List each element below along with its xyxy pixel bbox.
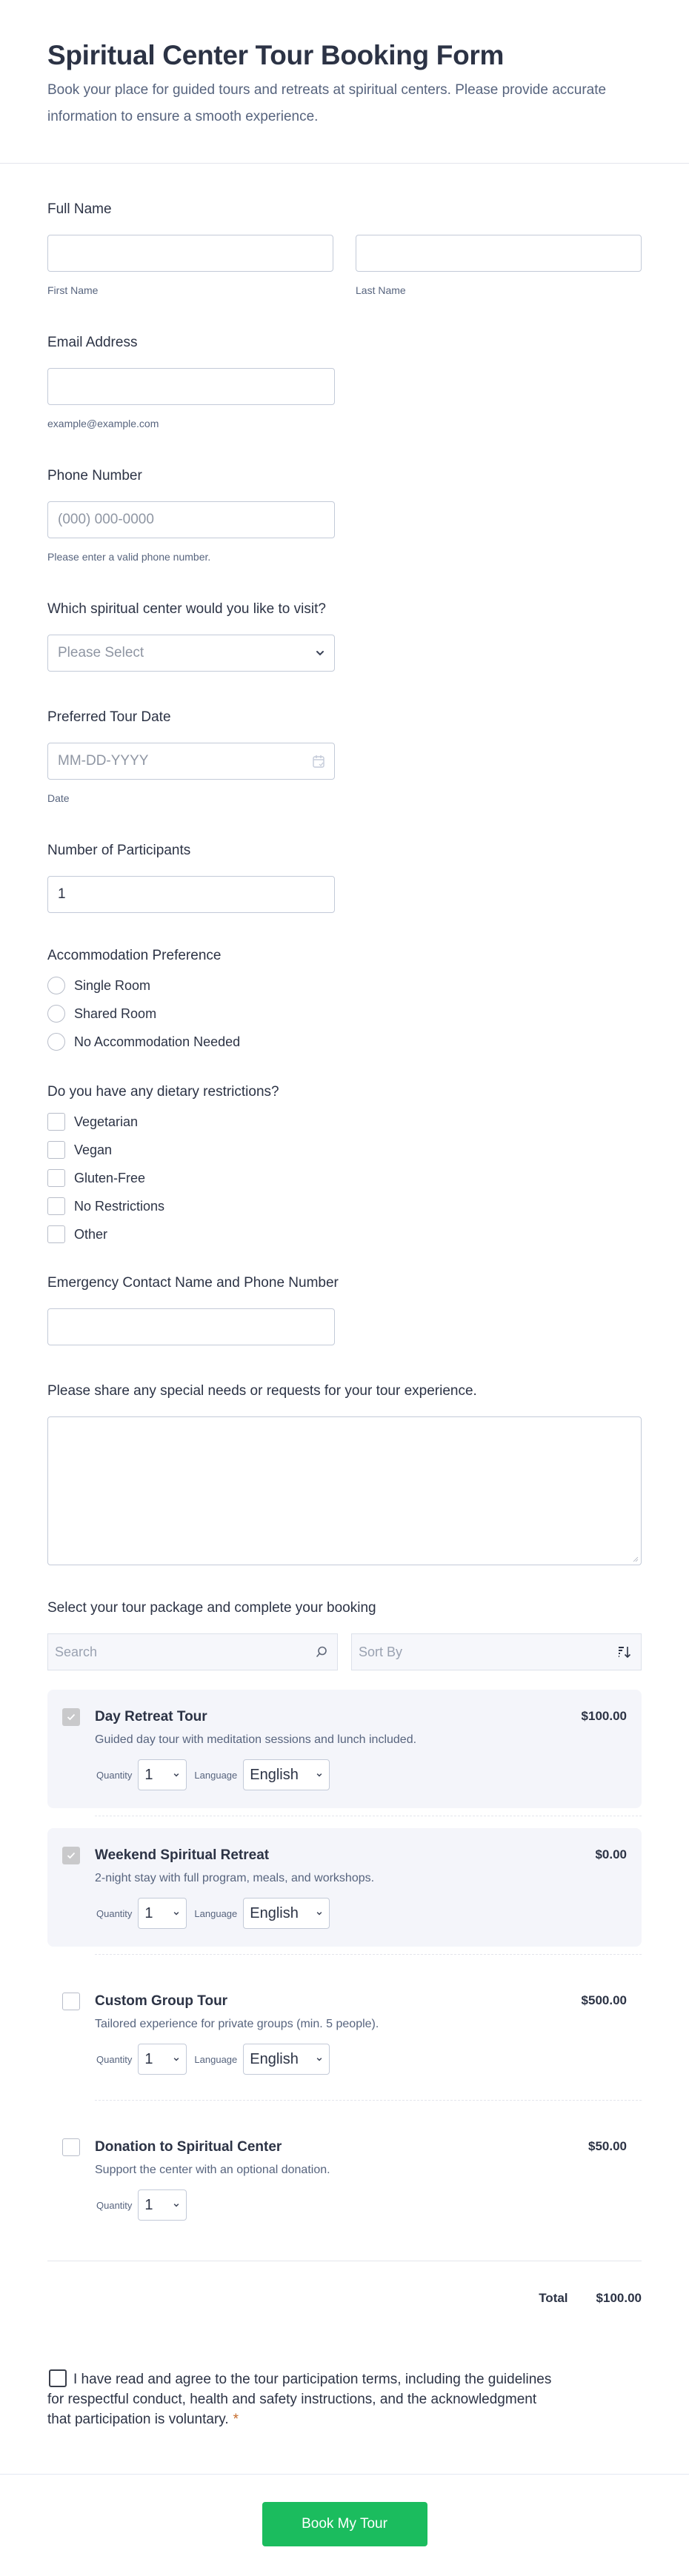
chevron-down-icon [173,1771,180,1779]
product-checkbox[interactable] [62,1993,80,2010]
chevron-down-icon [315,648,325,658]
option-label: Shared Room [74,1006,157,1021]
language-value: English [250,1904,299,1921]
language-label: Language [194,2053,238,2065]
tour-date-placeholder: MM-DD-YYYY [58,753,149,769]
phone-label: Phone Number [47,468,142,484]
phone-sublabel: Please enter a valid phone number. [47,551,211,563]
quantity-select[interactable] [138,1759,187,1790]
language-select[interactable] [243,2044,330,2075]
product-description: 2-night stay with full program, meals, and workshops. [95,1872,375,1884]
language-label: Language [194,1907,238,1919]
chevron-down-icon [316,2055,323,2063]
dietary-option[interactable] [47,1113,642,1131]
total-value: $100.00 [596,2291,642,2305]
emergency-label: Emergency Contact Name and Phone Number [47,1275,339,1291]
dietary-option[interactable] [47,1197,642,1215]
option-label: Vegetarian [74,1114,139,1129]
search-icon[interactable] [315,1645,328,1659]
dietary-option[interactable] [47,1169,642,1187]
product-checkbox[interactable] [62,2138,80,2156]
language-label: Language [194,1769,238,1781]
quantity-label: Quantity [96,2053,133,2065]
tour-date-input[interactable] [47,743,335,780]
dietary-option[interactable] [47,1225,642,1243]
tour-date-label: Preferred Tour Date [47,709,171,725]
radio-button[interactable] [47,1005,65,1023]
sort-placeholder: Sort By [359,1644,403,1659]
form-footer [0,2474,689,2576]
language-select[interactable] [243,1898,330,1929]
sort-icon[interactable] [617,1645,632,1659]
language-value: English [250,2050,299,2067]
product-item [47,1974,642,2092]
product-checkbox[interactable] [62,1847,80,1864]
email-label: Email Address [47,335,138,350]
option-label: No Accommodation Needed [74,1034,241,1049]
chevron-down-icon [316,1910,323,1917]
language-select[interactable] [243,1759,330,1790]
product-title: Day Retreat Tour [95,1709,207,1724]
center-select[interactable] [47,635,335,672]
product-title: Donation to Spiritual Center [95,2139,282,2155]
product-title: Weekend Spiritual Retreat [95,1847,270,1863]
phone-field [47,467,642,563]
terms-text: I have read and agree to the tour participation terms, including the guidelines for respectful conduct, health and safety instructions, and the acknowledgment that participation is voluntary. [47,2372,552,2427]
dietary-field [47,1083,642,1243]
accommodation-option[interactable] [47,977,642,994]
quantity-label: Quantity [96,2199,133,2211]
participants-label: Number of Participants [47,843,191,858]
product-checkbox[interactable] [62,1708,80,1726]
product-title: Custom Group Tour [95,1993,228,2009]
checkbox[interactable] [47,1113,65,1131]
search-placeholder: Search [55,1644,98,1659]
book-tour-button[interactable]: Book My Tour [262,2502,427,2546]
dietary-label: Do you have any dietary restrictions? [47,1084,279,1100]
option-label: Other [74,1226,108,1242]
product-search-input[interactable] [47,1633,338,1670]
language-value: English [250,1766,299,1783]
full-name-field [47,201,642,297]
quantity-value: 1 [144,1904,153,1921]
page-title: Spiritual Center Tour Booking Form [47,40,505,70]
product-sort-select[interactable] [351,1633,642,1670]
first-name-input[interactable] [47,235,333,272]
dietary-option[interactable] [47,1141,642,1159]
checkbox[interactable] [47,1169,65,1187]
option-label: Vegan [74,1142,113,1157]
product-description: Tailored experience for private groups (min. 5 people). [95,2018,379,2030]
quantity-value: 1 [144,2050,153,2067]
quantity-value: 1 [144,1766,153,1783]
accommodation-label: Accommodation Preference [47,948,222,963]
divider [95,2100,642,2101]
radio-button[interactable] [47,977,65,994]
booking-form [0,201,689,2429]
products-label: Select your tour package and complete your booking [47,1600,376,1616]
center-select-value: Please Select [58,645,144,660]
checkbox[interactable] [47,1197,65,1215]
option-label: Gluten-Free [74,1170,146,1185]
checkmark-icon [67,1852,76,1859]
quantity-select[interactable] [138,1898,187,1929]
email-field [47,334,642,430]
special-needs-label: Please share any special needs or requests for your tour experience. [47,1383,477,1399]
last-name-input[interactable] [356,235,642,272]
products-field [47,1599,642,2306]
participants-input[interactable]: 1 [47,876,335,913]
product-price: $100.00 [581,1709,627,1723]
quantity-label: Quantity [96,1769,133,1781]
accommodation-option[interactable] [47,1033,642,1051]
email-input[interactable] [47,368,335,405]
radio-button[interactable] [47,1033,65,1051]
checkbox[interactable] [47,1225,65,1243]
full-name-label: Full Name [47,201,112,217]
first-name-sublabel: First Name [47,284,99,296]
special-needs-field [47,1382,642,1565]
accommodation-field [47,947,642,1051]
option-label: No Restrictions [74,1198,165,1214]
emergency-field [47,1274,642,1345]
tour-date-field [47,709,642,805]
quantity-label: Quantity [96,1907,133,1919]
product-item [47,1828,642,1947]
phone-input[interactable]: (000) 000-0000 [47,501,335,538]
emergency-input[interactable] [47,1308,335,1345]
chevron-down-icon [316,1771,323,1779]
product-price: $0.00 [595,1847,627,1861]
center-field [47,600,642,672]
divider [95,1954,642,1955]
chevron-down-icon [173,1910,180,1917]
product-description: Support the center with an optional donation. [95,2164,330,2176]
checkbox[interactable] [47,1141,65,1159]
last-name-sublabel: Last Name [356,284,406,296]
order-total [47,2291,642,2306]
accommodation-option[interactable] [47,1005,642,1023]
product-price: $500.00 [581,1993,627,2007]
quantity-select[interactable] [138,2189,187,2221]
email-sublabel: example@example.com [47,418,159,429]
total-label: Total [539,2291,568,2305]
quantity-value: 1 [144,2196,153,2213]
option-label: Single Room [74,977,151,993]
required-mark: * [233,2412,239,2427]
terms-agreement [47,2369,559,2429]
page-description: Book your place for guided tours and retreats at spiritual centers. Please provide accurate information to ensure a smooth experience. [47,82,607,124]
checkmark-icon [67,1713,76,1721]
participants-field [47,842,642,913]
product-description: Guided day tour with meditation sessions and lunch included. [95,1733,417,1746]
product-price: $50.00 [588,2139,627,2153]
quantity-select[interactable] [138,2044,187,2075]
form-header [0,0,689,164]
calendar-icon[interactable] [312,754,325,769]
terms-checkbox[interactable] [49,2369,67,2387]
chevron-down-icon [173,2055,180,2063]
product-item [47,1690,642,1808]
tour-date-sublabel: Date [47,792,70,804]
resize-handle-icon[interactable] [633,1556,639,1562]
special-needs-textarea[interactable] [47,1416,642,1565]
chevron-down-icon [173,2201,180,2209]
product-item [47,2120,642,2238]
center-label: Which spiritual center would you like to visit? [47,601,326,617]
